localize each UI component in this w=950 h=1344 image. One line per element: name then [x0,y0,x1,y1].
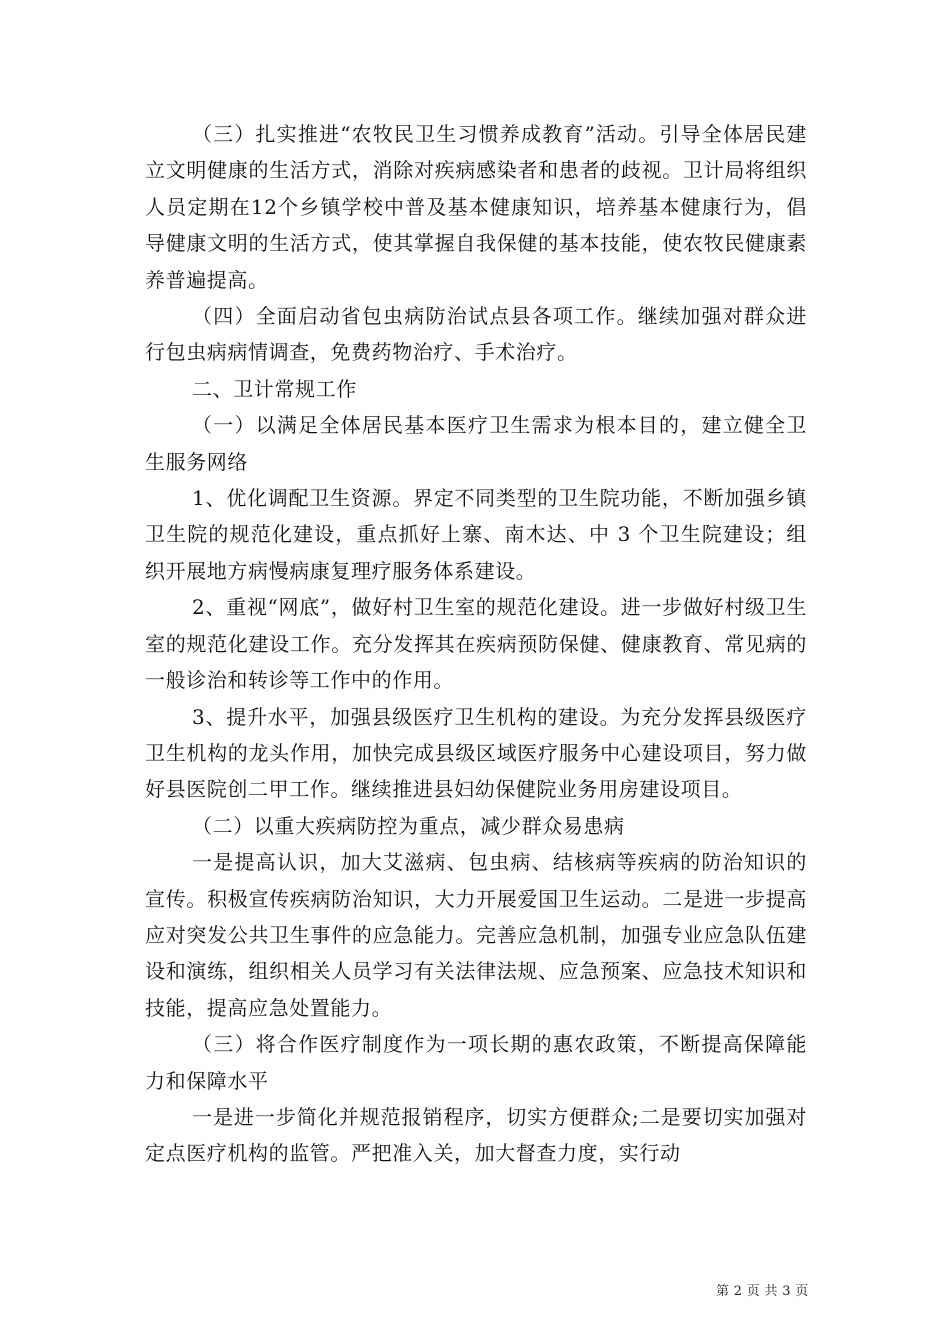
paragraph-echinococcosis-pilot: （四）全面启动省包虫病防治试点县各项工作。继续加强对群众进行包虫病病情调查，免费药物治疗、手术治疗。 [145,304,807,365]
paragraph-optimize-resources: 1、优化调配卫生资源。界定不同类型的卫生院功能，不断加强乡镇卫生院的规范化建设，重点抓好上寨、南木达、中 3 个卫生院建设；组织开展地方病慢病康复理疗服务体系建设。 [145,486,807,583]
subheading-cooperative-medical: （三）将合作医疗制度作为一项长期的惠农政策，不断提高保障能力和保障水平 [145,1032,807,1093]
paragraph-promote-hygiene-education: （三）扎实推进“农牧民卫生习惯养成教育”活动。引导全体居民建立文明健康的生活方式，消除对疾病感染者和患者的歧视。卫计局将组织人员定期在12个乡镇学校中普及基本健康知识，培养基本健康行为，倡导健康文明的生活方式，使其掌握自我保健的基本技能，使农牧民健康素养普遍提高。 [145,122,807,292]
paragraph-disease-prevention: 一是提高认识，加大艾滋病、包虫病、结核病等疾病的防治知识的宣传。积极宣传疾病防治知识，大力开展爱国卫生运动。二是进一步提高应对突发公共卫生事件的应急能力。完善应急机制，加强专业应急队伍建设和演练，组织相关人员学习有关法律法规、应急预案、应急技术知识和技能，提高应急处置能力。 [145,850,807,1020]
paragraph-village-clinics: 2、重视“网底”，做好村卫生室的规范化建设。进一步做好村级卫生室的规范化建设工作。充分发挥其在疾病预防保健、健康教育、常见病的一般诊治和转诊等工作中的作用。 [145,595,807,693]
paragraph-county-institutions: 3、提升水平，加强县级医疗卫生机构的建设。为充分发挥县级医疗卫生机构的龙头作用，加快完成县级区域医疗服务中心建设项目，努力做好县医院创二甲工作。继续推进县妇幼保健院业务用房建设项目。 [145,704,807,802]
subheading-disease-control: （二）以重大疾病防控为重点，减少群众易患病 [192,813,625,838]
paragraph-reimbursement: 一是进一步简化并规范报销程序，切实方便群众;二是要切实加强对定点医疗机构的监管。严把准入关，加大督查力度，实行动 [145,1104,807,1166]
subheading-service-network: （一）以满足全体居民基本医疗卫生需求为根本目的，建立健全卫生服务网络 [145,413,807,474]
page-number-footer: 第 2 页 共 3 页 [716,1284,809,1299]
section-heading-routine-work: 二、卫计常规工作 [192,376,357,401]
document-body [145,116,807,1172]
